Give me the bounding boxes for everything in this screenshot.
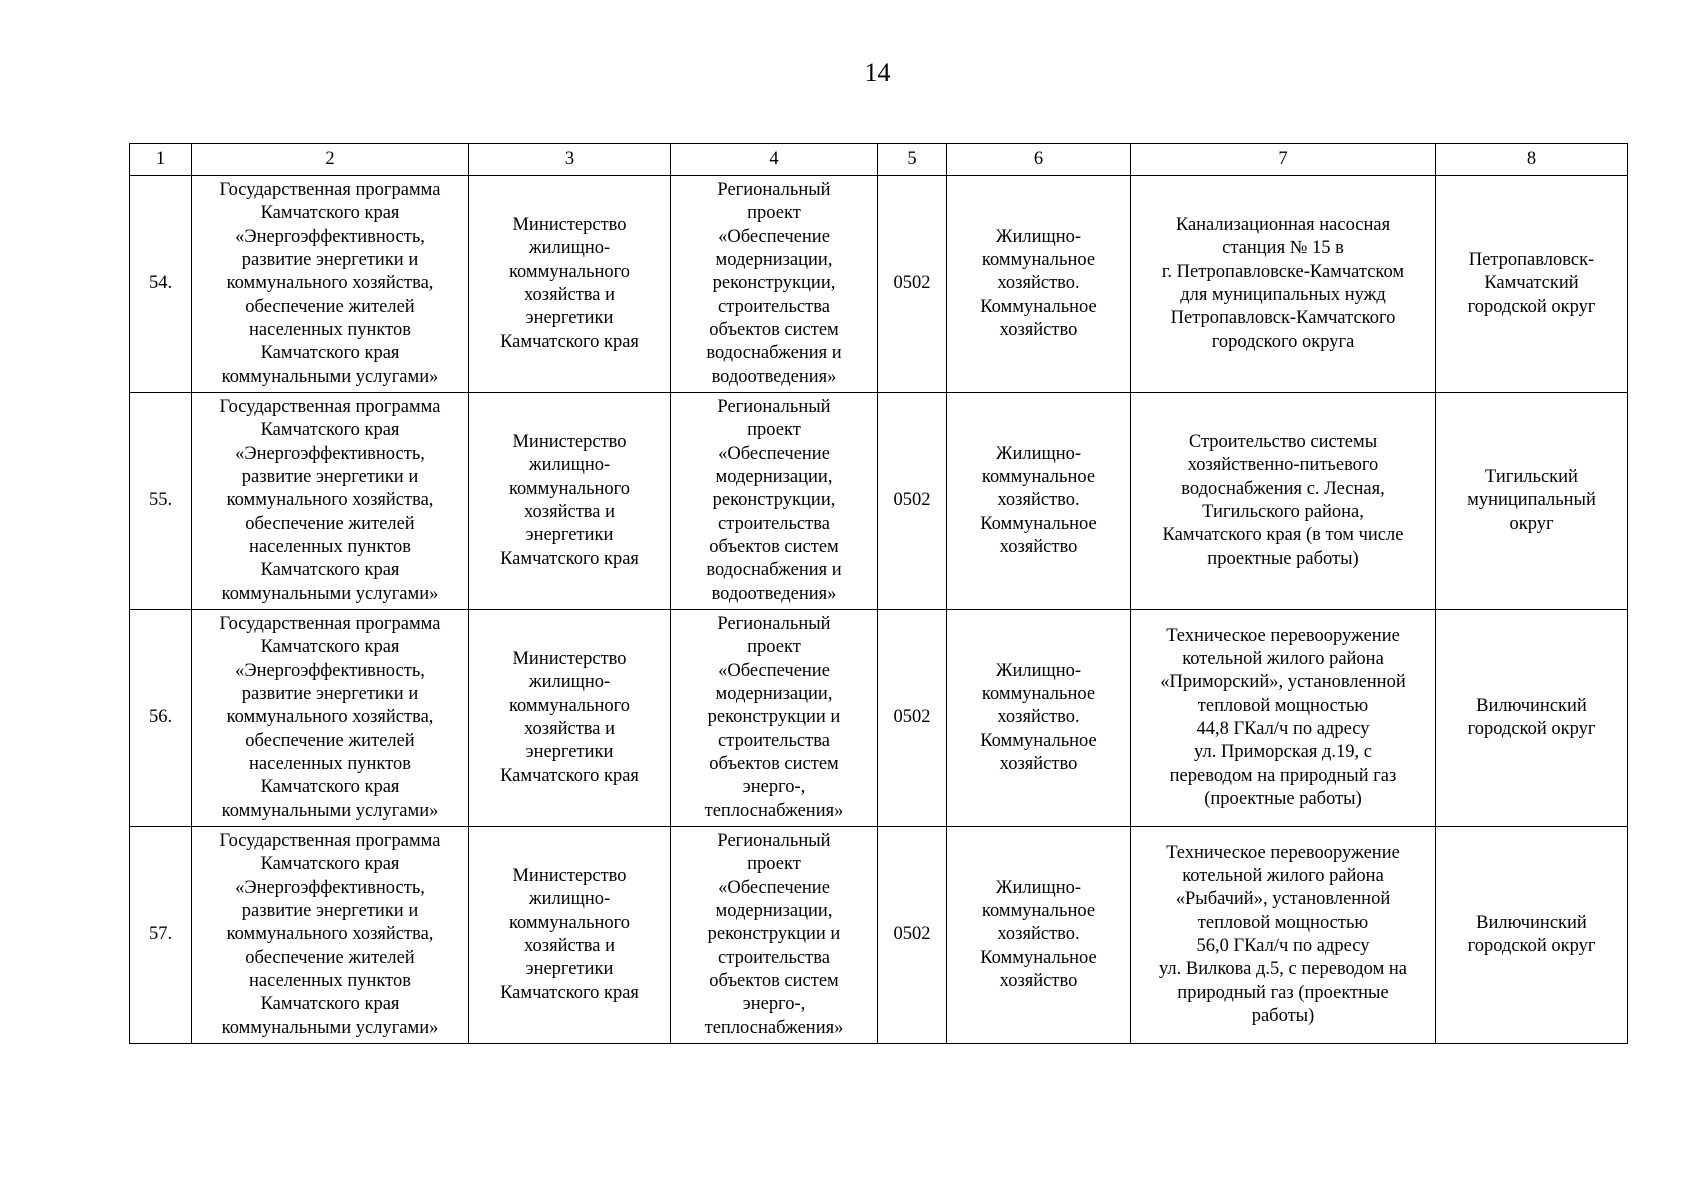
object-cell [1131,827,1436,1044]
column-header: 1 [130,144,192,176]
ministry-cell [469,610,671,827]
row-number: 56. [148,707,173,728]
sector-cell [947,176,1131,393]
project-text: Региональный проект «Обеспечение модернизации, реконструкции и строительства объектов систем энерго-, теплоснабжения» [704,831,844,1038]
column-header: 3 [469,144,671,176]
ministry-text: Министерство жилищно- коммунального хозяйства и энергетики Камчатского края [500,215,639,352]
row-number-cell [130,393,192,610]
ministry-cell [469,393,671,610]
row-number-cell [130,610,192,827]
table-row [130,176,1628,393]
program-text: Государственная программа Камчатского края «Энергоэффективность, развитие энергетики и коммунального хозяйства, обеспечение жителей населенных пунктов Камчатского края коммунальными услугами» [219,614,441,821]
district-cell [1436,610,1628,827]
object-cell [1131,176,1436,393]
sector-text: Жилищно- коммунальное хозяйство. Коммунальное хозяйство [980,443,1097,557]
object-text: Техническое перевооружение котельной жилого района «Рыбачий», установленной тепловой мощностью 56,0 ГКал/ч по адресу ул. Вилкова д.5, с переводом на природный газ (проектные работы) [1158,842,1408,1026]
program-cell [192,610,469,827]
data-table [129,143,1628,1044]
column-header: 6 [947,144,1131,176]
ministry-text: Министерство жилищно- коммунального хозяйства и энергетики Камчатского края [500,866,639,1003]
sector-cell [947,610,1131,827]
row-number: 54. [148,273,173,294]
ministry-text: Министерство жилищно- коммунального хозяйства и энергетики Камчатского края [500,649,639,786]
code-text: 0502 [893,924,931,945]
column-header: 7 [1131,144,1436,176]
table-row [130,610,1628,827]
column-header: 8 [1436,144,1628,176]
project-text: Региональный проект «Обеспечение модернизации, реконструкции, строительства объектов систем водоснабжения и водоотведения» [706,180,842,387]
sector-text: Жилищно- коммунальное хозяйство. Коммунальное хозяйство [980,226,1097,340]
district-cell [1436,176,1628,393]
program-cell [192,827,469,1044]
object-cell [1131,393,1436,610]
object-text: Строительство системы хозяйственно-питьевого водоснабжения с. Лесная, Тигильского района, Камчатского края (в том числе проектные работы) [1162,432,1404,569]
district-text: Вилючинский городской округ [1467,695,1596,739]
program-text: Государственная программа Камчатского края «Энергоэффективность, развитие энергетики и коммунального хозяйства, обеспечение жителей населенных пунктов Камчатского края коммунальными услугами» [219,180,441,387]
program-text: Государственная программа Камчатского края «Энергоэффективность, развитие энергетики и коммунального хозяйства, обеспечение жителей населенных пунктов Камчатского края коммунальными услугами» [219,831,441,1038]
sector-text: Жилищно- коммунальное хозяйство. Коммунальное хозяйство [980,660,1097,774]
project-text: Региональный проект «Обеспечение модернизации, реконструкции и строительства объектов систем энерго-, теплоснабжения» [704,614,844,821]
code-text: 0502 [893,707,931,728]
project-text: Региональный проект «Обеспечение модернизации, реконструкции, строительства объектов систем водоснабжения и водоотведения» [706,397,842,604]
row-number: 57. [148,924,173,945]
table-row [130,827,1628,1044]
district-cell [1436,827,1628,1044]
code-text: 0502 [893,490,931,511]
project-cell [671,176,878,393]
program-cell [192,176,469,393]
sector-cell [947,827,1131,1044]
column-header: 2 [192,144,469,176]
column-header: 5 [878,144,947,176]
code-cell [878,610,947,827]
program-text: Государственная программа Камчатского края «Энергоэффективность, развитие энергетики и коммунального хозяйства, обеспечение жителей населенных пунктов Камчатского края коммунальными услугами» [219,397,441,604]
project-cell [671,610,878,827]
ministry-cell [469,176,671,393]
header-row [130,144,1628,176]
code-cell [878,827,947,1044]
page-number: 14 [864,58,891,87]
object-text: Техническое перевооружение котельной жилого района «Приморский», установленной тепловой мощностью 44,8 ГКал/ч по адресу ул. Приморская д.19, с переводом на природный газ (проектные работы) [1160,625,1406,809]
project-cell [671,393,878,610]
code-cell [878,176,947,393]
object-cell [1131,610,1436,827]
row-number: 55. [148,490,173,511]
project-cell [671,827,878,1044]
district-text: Тигильский муниципальный округ [1467,467,1596,534]
ministry-cell [469,827,671,1044]
row-number-cell [130,827,192,1044]
sector-cell [947,393,1131,610]
code-text: 0502 [893,273,931,294]
district-cell [1436,393,1628,610]
table-row [130,393,1628,610]
code-cell [878,393,947,610]
sector-text: Жилищно- коммунальное хозяйство. Коммунальное хозяйство [980,877,1097,991]
program-cell [192,393,469,610]
ministry-text: Министерство жилищно- коммунального хозяйства и энергетики Камчатского края [500,432,639,569]
district-text: Петропавловск- Камчатский городской округ [1467,250,1596,317]
district-text: Вилючинский городской округ [1467,912,1596,956]
object-text: Канализационная насосная станция № 15 в г. Петропавловске-Камчатском для муниципальных нужд Петропавловск-Камчатского городского округа [1161,215,1405,352]
column-header: 4 [671,144,878,176]
row-number-cell [130,176,192,393]
